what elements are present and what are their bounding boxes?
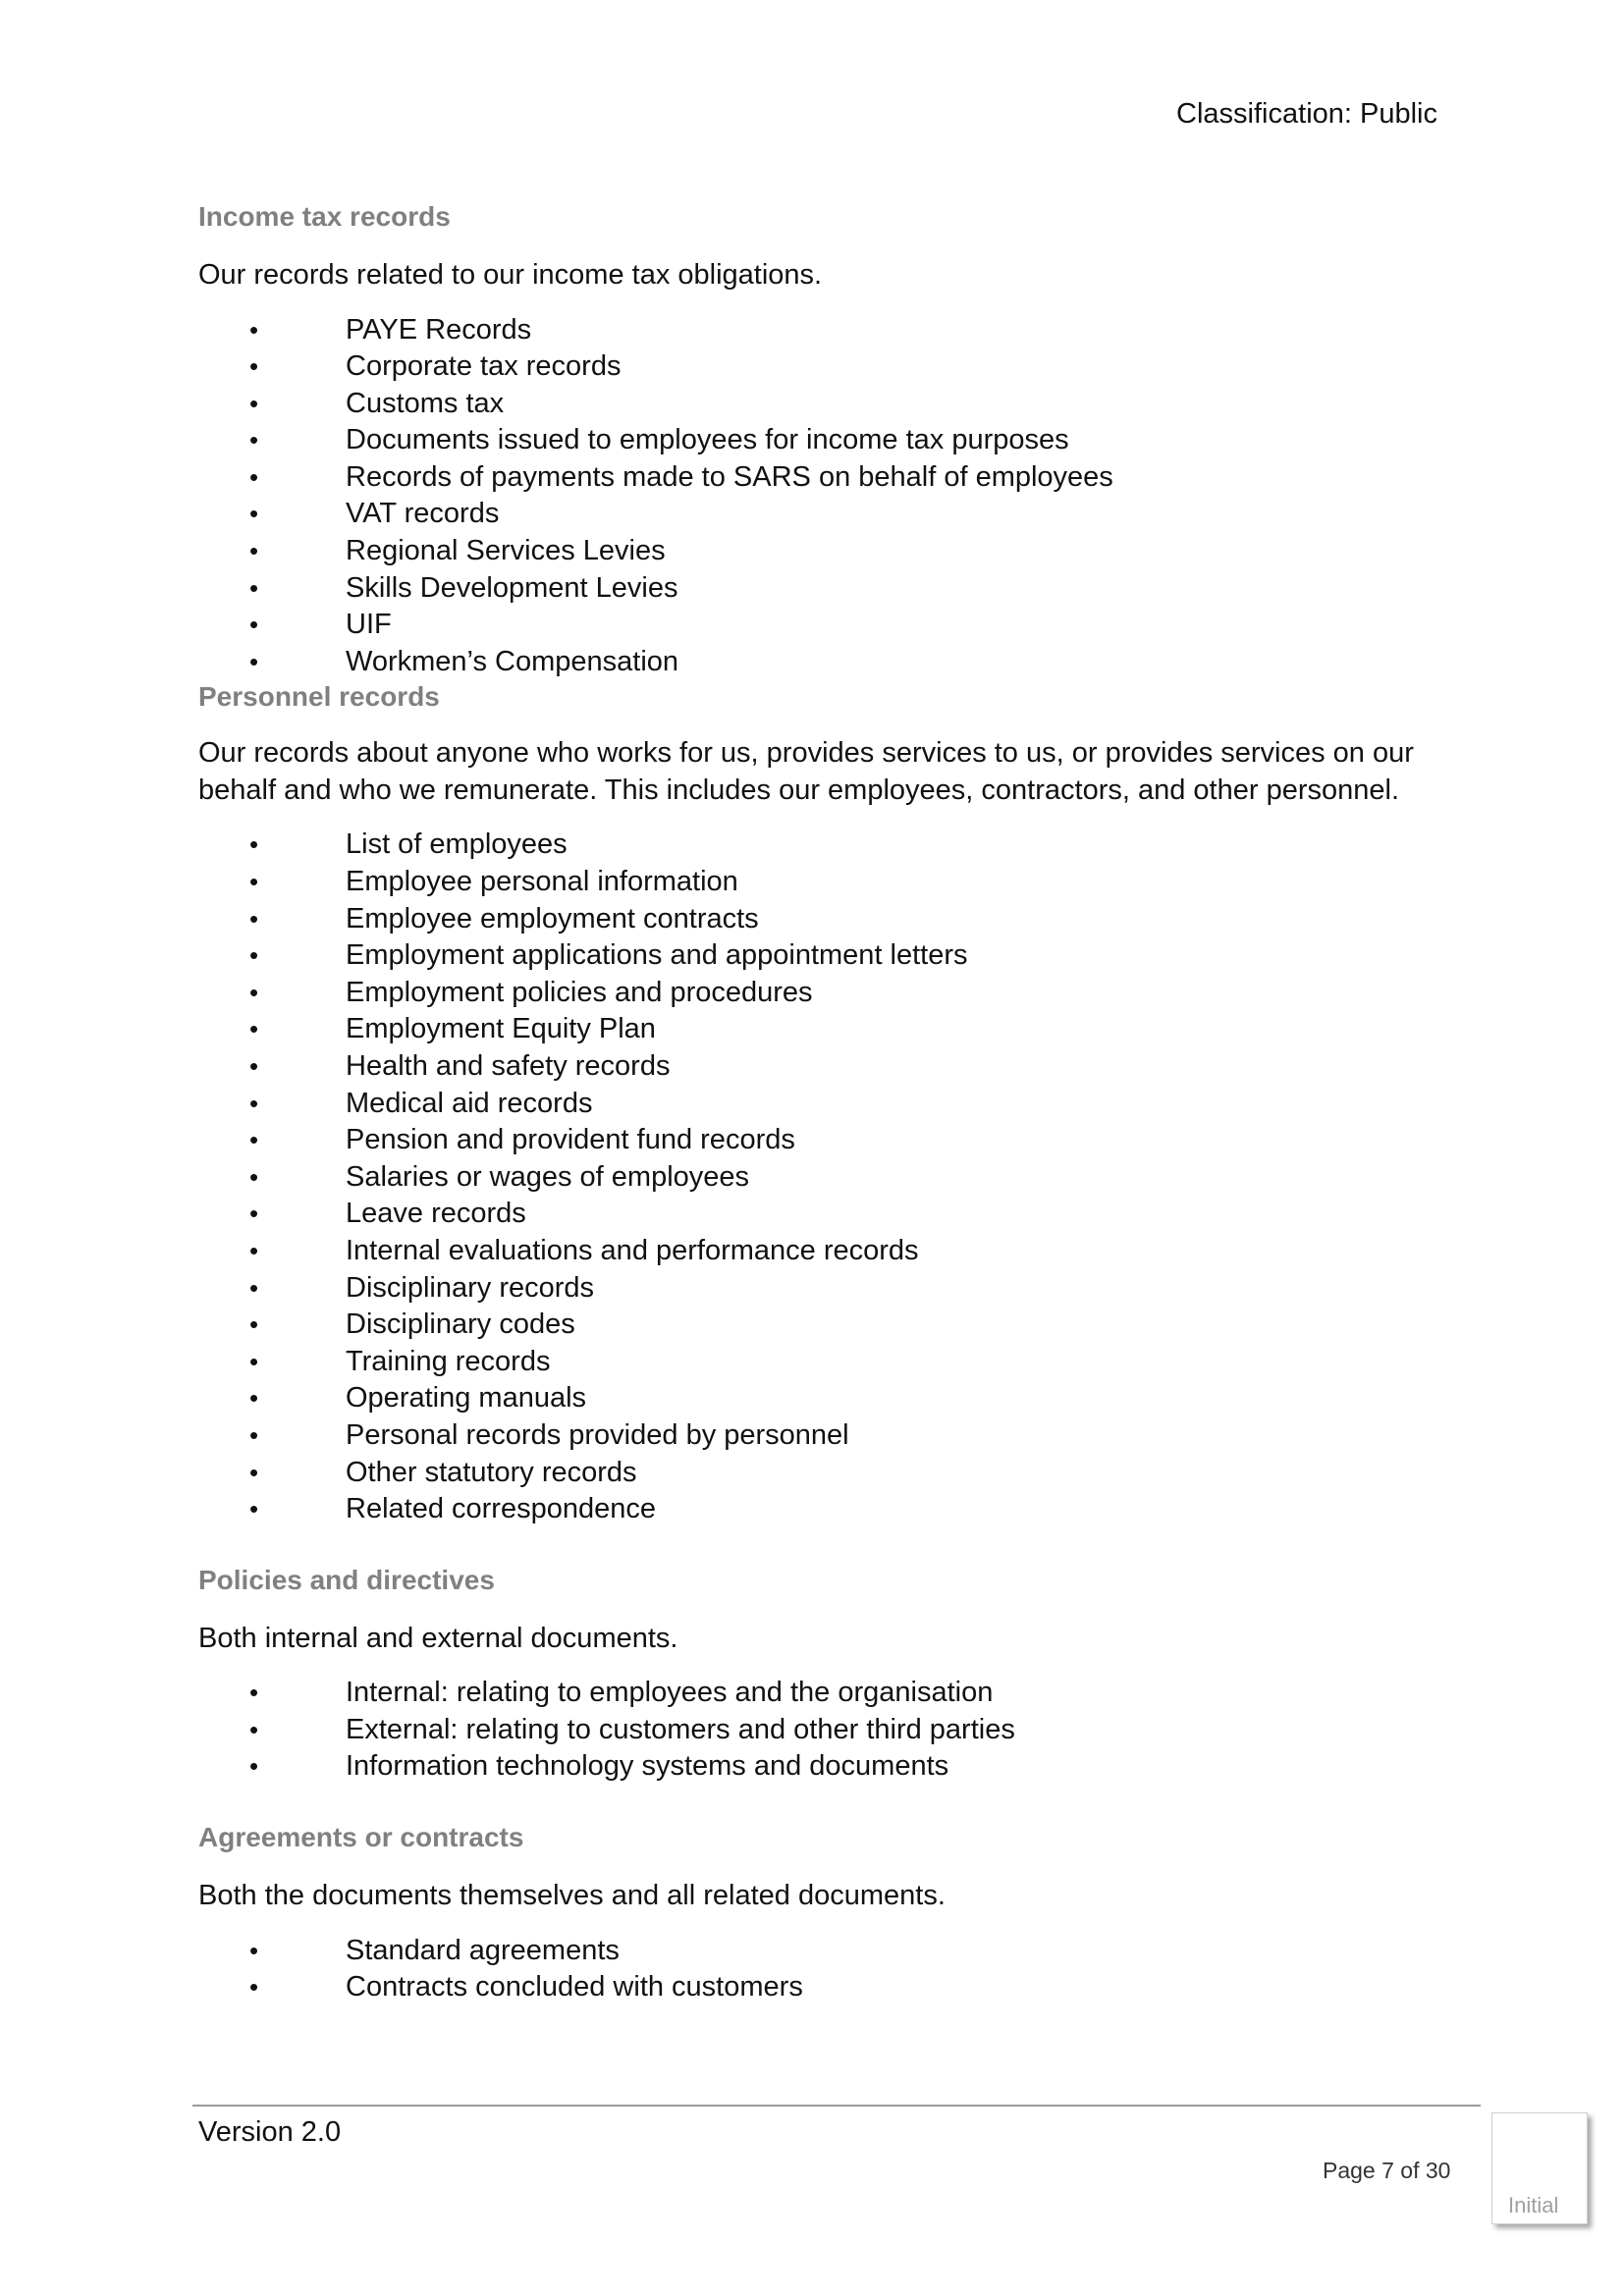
list-item-text: Training records (346, 1345, 551, 1377)
list-item-text: Regional Services Levies (346, 535, 666, 567)
initial-label: Initial (1508, 2193, 1559, 2217)
list-item (198, 1048, 1435, 1086)
bullet-icon: • (249, 388, 259, 418)
list-item (198, 864, 1435, 901)
section-intro: Our records about anyone who works for us, provides services to us, or provides services on our behalf and who we remunerate. This includes our employees, contractors, and other personnel. (198, 737, 1414, 806)
list-item (198, 937, 1435, 975)
list-item-text: Operating manuals (346, 1382, 587, 1415)
bullet-icon: • (249, 940, 259, 971)
section-intro: Both internal and external documents. (198, 1622, 678, 1654)
section-personnel (198, 680, 1435, 1527)
list-item-text: Corporate tax records (346, 350, 622, 383)
section-heading: Agreements or contracts (198, 1822, 524, 1852)
section-heading: Personnel records (198, 681, 440, 713)
section-agreements (198, 1815, 1435, 2006)
bullet-icon: • (249, 1751, 259, 1782)
bullet-icon: • (249, 1383, 259, 1414)
page-number: Page 7 of 30 (1323, 2158, 1451, 2183)
bullet-icon: • (249, 977, 259, 1007)
bullet-icon: • (249, 829, 259, 860)
list-item (198, 1748, 1435, 1786)
bullet-icon: • (249, 1935, 259, 1965)
list-item (198, 607, 1435, 644)
list-item-text: External: relating to customers and other third parties (346, 1713, 1015, 1745)
bullet-icon: • (249, 314, 259, 345)
list-item (198, 312, 1435, 349)
list-item (198, 975, 1435, 1012)
list-item-text: Personal records provided by personnel (346, 1418, 849, 1451)
list-item-text: Skills Development Levies (346, 571, 678, 604)
bullet-icon: • (249, 610, 259, 640)
list-item-text: Medical aid records (346, 1087, 593, 1119)
bullet-icon: • (249, 1051, 259, 1081)
list-item (198, 459, 1435, 497)
list-item-text: Documents issued to employees for income tax purposes (346, 424, 1069, 456)
list-item (198, 1712, 1435, 1749)
list-item-text: Other statutory records (346, 1456, 637, 1488)
list-item (198, 348, 1435, 386)
bullet-icon: • (249, 1235, 259, 1265)
section-heading: Income tax records (198, 201, 451, 232)
list-item (198, 1417, 1435, 1455)
list-item-text: Health and safety records (346, 1050, 671, 1082)
bullet-icon: • (249, 1678, 259, 1708)
list-item (198, 422, 1435, 459)
bullet-list (198, 312, 1435, 681)
list-item (198, 1380, 1435, 1417)
document-body (198, 194, 1435, 2006)
bullet-list (198, 827, 1435, 1527)
list-item (198, 533, 1435, 570)
version-label: Version 2.0 (198, 2116, 342, 2148)
bullet-icon: • (249, 1419, 259, 1450)
list-item (198, 644, 1435, 681)
bullet-icon: • (249, 903, 259, 934)
bullet-icon: • (249, 351, 259, 382)
list-item-text: VAT records (346, 498, 500, 530)
list-item (198, 1122, 1435, 1159)
list-item-text: Employee personal information (346, 866, 738, 898)
bullet-icon: • (249, 1125, 259, 1155)
list-item-text: UIF (346, 609, 392, 641)
bullet-icon: • (249, 425, 259, 455)
bullet-icon: • (249, 1161, 259, 1192)
list-item-text: Internal: relating to employees and the organisation (346, 1677, 994, 1709)
bullet-list (198, 1675, 1435, 1786)
list-item-text: List of employees (346, 828, 568, 861)
bullet-icon: • (249, 572, 259, 603)
list-item (198, 901, 1435, 938)
footer-divider (192, 2105, 1481, 2107)
list-item (198, 1933, 1435, 1970)
bullet-icon: • (249, 461, 259, 492)
list-item (198, 570, 1435, 608)
bullet-icon: • (249, 1457, 259, 1487)
list-item-text: Employment Equity Plan (346, 1013, 656, 1045)
list-item (198, 1491, 1435, 1528)
list-item-text: PAYE Records (346, 313, 532, 346)
section-policies (198, 1558, 1435, 1786)
list-item-text: Employee employment contracts (346, 902, 759, 934)
list-item-text: Disciplinary codes (346, 1308, 575, 1341)
list-item (198, 1455, 1435, 1492)
list-item-text: Disciplinary records (346, 1271, 595, 1304)
bullet-icon: • (249, 1346, 259, 1376)
classification-label: Classification: Public (1176, 98, 1437, 130)
bullet-icon: • (249, 1494, 259, 1524)
list-item (198, 1196, 1435, 1233)
list-item-text: Contracts concluded with customers (346, 1971, 803, 2003)
list-item-text: Employment policies and procedures (346, 976, 813, 1008)
list-item (198, 1233, 1435, 1270)
list-item (198, 1307, 1435, 1344)
bullet-icon: • (249, 536, 259, 566)
list-item-text: Related correspondence (346, 1493, 656, 1525)
bullet-icon: • (249, 646, 259, 676)
list-item-text: Internal evaluations and performance records (346, 1234, 919, 1266)
list-item-text: Employment applications and appointment letters (346, 939, 968, 972)
list-item (198, 1011, 1435, 1048)
list-item-text: Records of payments made to SARS on behalf of employees (346, 460, 1113, 493)
section-intro: Our records related to our income tax obligations. (198, 259, 823, 291)
list-item-text: Workmen’s Compensation (346, 645, 679, 677)
list-item (198, 1675, 1435, 1712)
bullet-icon: • (249, 867, 259, 897)
bullet-icon: • (249, 499, 259, 529)
bullet-icon: • (249, 1199, 259, 1229)
list-item-text: Information technology systems and documents (346, 1750, 949, 1783)
bullet-icon: • (249, 1972, 259, 2002)
list-item (198, 1270, 1435, 1308)
list-item (198, 827, 1435, 864)
bullet-icon: • (249, 1088, 259, 1118)
list-item-text: Leave records (346, 1198, 526, 1230)
bullet-list (198, 1933, 1435, 2006)
list-item (198, 496, 1435, 533)
list-item-text: Standard agreements (346, 1934, 620, 1966)
bullet-icon: • (249, 1272, 259, 1303)
bullet-icon: • (249, 1014, 259, 1044)
list-item (198, 1086, 1435, 1123)
bullet-icon: • (249, 1309, 259, 1340)
list-item (198, 1159, 1435, 1197)
list-item-text: Customs tax (346, 387, 505, 419)
section-income-tax (198, 194, 1435, 680)
section-intro: Both the documents themselves and all related documents. (198, 1880, 946, 1911)
section-heading: Policies and directives (198, 1564, 495, 1595)
bullet-icon: • (249, 1714, 259, 1744)
list-item (198, 1344, 1435, 1381)
list-item (198, 386, 1435, 423)
list-item-text: Pension and provident fund records (346, 1124, 795, 1156)
list-item-text: Salaries or wages of employees (346, 1160, 750, 1193)
list-item (198, 1969, 1435, 2006)
